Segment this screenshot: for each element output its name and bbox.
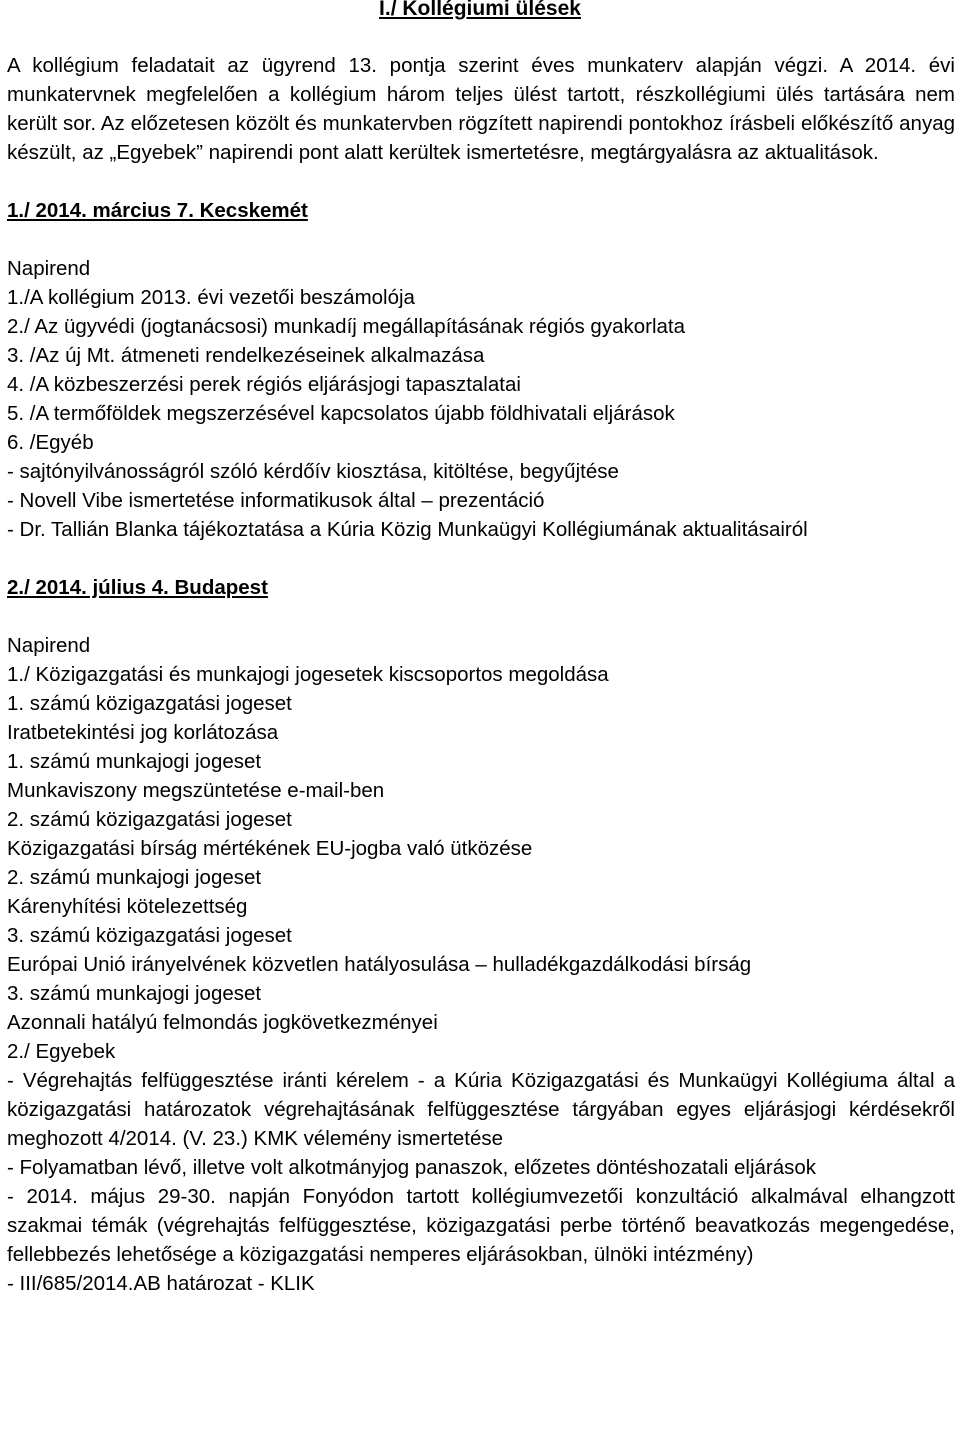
spacer bbox=[7, 602, 955, 631]
agenda-item: 2./ Egyebek bbox=[7, 1040, 116, 1063]
agenda-item: 1. számú közigazgatási jogeset bbox=[7, 692, 292, 715]
agenda-item: 1./ Közigazgatási és munkajogi jogesetek kiscsoportos megoldása bbox=[7, 663, 609, 686]
agenda-item: Munkaviszony megszüntetése e-mail-ben bbox=[7, 779, 385, 802]
agenda-item: - Dr. Tallián Blanka tájékoztatása a Kúria Közig Munkaügyi Kollégiumának aktualitásairól bbox=[7, 518, 808, 541]
agenda-item: 4. /A közbeszerzési perek régiós eljárásjogi tapasztalatai bbox=[7, 373, 521, 396]
agenda-item: Azonnali hatályú felmondás jogkövetkezményei bbox=[7, 1011, 438, 1034]
meeting1-napirend-label: Napirend bbox=[7, 257, 91, 280]
agenda-item: 1./A kollégium 2013. évi vezetői beszámolója bbox=[7, 286, 415, 309]
agenda-item: 2. számú munkajogi jogeset bbox=[7, 866, 262, 889]
agenda-item: Iratbetekintési jog korlátozása bbox=[7, 721, 279, 744]
agenda-item: 6. /Egyéb bbox=[7, 431, 94, 454]
meeting2-napirend-label: Napirend bbox=[7, 634, 91, 657]
intro-paragraph: A kollégium feladatait az ügyrend 13. pontja szerint éves munkaterv alapján végzi. A 2014. évi munkatervnek megfelelően a kollégium három teljes ülést tartott, részkollégiumi ülés tartására nem került sor. Az előzetesen közölt és munkatervben rögzített napirendi pontokhoz írásbeli előkészítő anyag készült, az „Egyebek” napirendi pont alatt kerültek ismertetésre, megtárgyalásra az aktualitások. bbox=[7, 54, 955, 164]
meeting1-heading: 1./ 2014. március 7. Kecskemét bbox=[7, 199, 308, 222]
agenda-item: 1. számú munkajogi jogeset bbox=[7, 750, 262, 773]
agenda-item: 3. számú közigazgatási jogeset bbox=[7, 924, 292, 947]
agenda-item: 5. /A termőföldek megszerzésével kapcsolatos újabb földhivatali eljárások bbox=[7, 402, 675, 425]
agenda-item: Európai Unió irányelvének közvetlen hatályosulása – hulladékgazdálkodási bírság bbox=[7, 953, 752, 976]
agenda-item: Közigazgatási bírság mértékének EU-jogba való ütközése bbox=[7, 837, 533, 860]
spacer bbox=[7, 544, 955, 573]
agenda-item: - III/685/2014.AB határozat - KLIK bbox=[7, 1272, 315, 1295]
agenda-item: 2./ Az ügyvédi (jogtanácsosi) munkadíj megállapításának régiós gyakorlata bbox=[7, 315, 686, 338]
agenda-paragraph: - Végrehajtás felfüggesztése iránti kérelem - a Kúria Közigazgatási és Munkaügyi Kollégiuma által a közigazgatási határozatok végrehajtásának felfüggesztése tárgyában egyes eljárásjogi kérdésekről meghozott 4/2014. (V. 23.) KMK vélemény ismertetése bbox=[7, 1069, 955, 1150]
agenda-item: 3. számú munkajogi jogeset bbox=[7, 982, 262, 1005]
agenda-paragraph: - 2014. május 29-30. napján Fonyódon tartott kollégiumvezetői konzultáció alkalmával elhangzott szakmai témák (végrehajtás felfüggesztése, közigazgatási perbe történő beavatkozás megengedése, fellebbezés lehetősége a közigazgatási nemperes eljárásokban, ülnöki intézmény) bbox=[7, 1185, 955, 1266]
agenda-item: 2. számú közigazgatási jogeset bbox=[7, 808, 292, 831]
section-title: I./ Kollégiumi ülések bbox=[379, 0, 581, 20]
agenda-item: Kárenyhítési kötelezettség bbox=[7, 895, 248, 918]
agenda-paragraph: - Folyamatban lévő, illetve volt alkotmányjog panaszok, előzetes döntéshozatali eljárások bbox=[7, 1156, 817, 1179]
agenda-item: 3. /Az új Mt. átmeneti rendelkezéseinek alkalmazása bbox=[7, 344, 485, 367]
agenda-item: - Novell Vibe ismertetése informatikusok által – prezentáció bbox=[7, 489, 545, 512]
meeting2-heading: 2./ 2014. július 4. Budapest bbox=[7, 576, 268, 599]
spacer bbox=[7, 225, 955, 254]
agenda-item: - sajtónyilvánosságról szóló kérdőív kiosztása, kitöltése, begyűjtése bbox=[7, 460, 619, 483]
document-body bbox=[7, 51, 955, 1298]
spacer bbox=[7, 167, 955, 196]
